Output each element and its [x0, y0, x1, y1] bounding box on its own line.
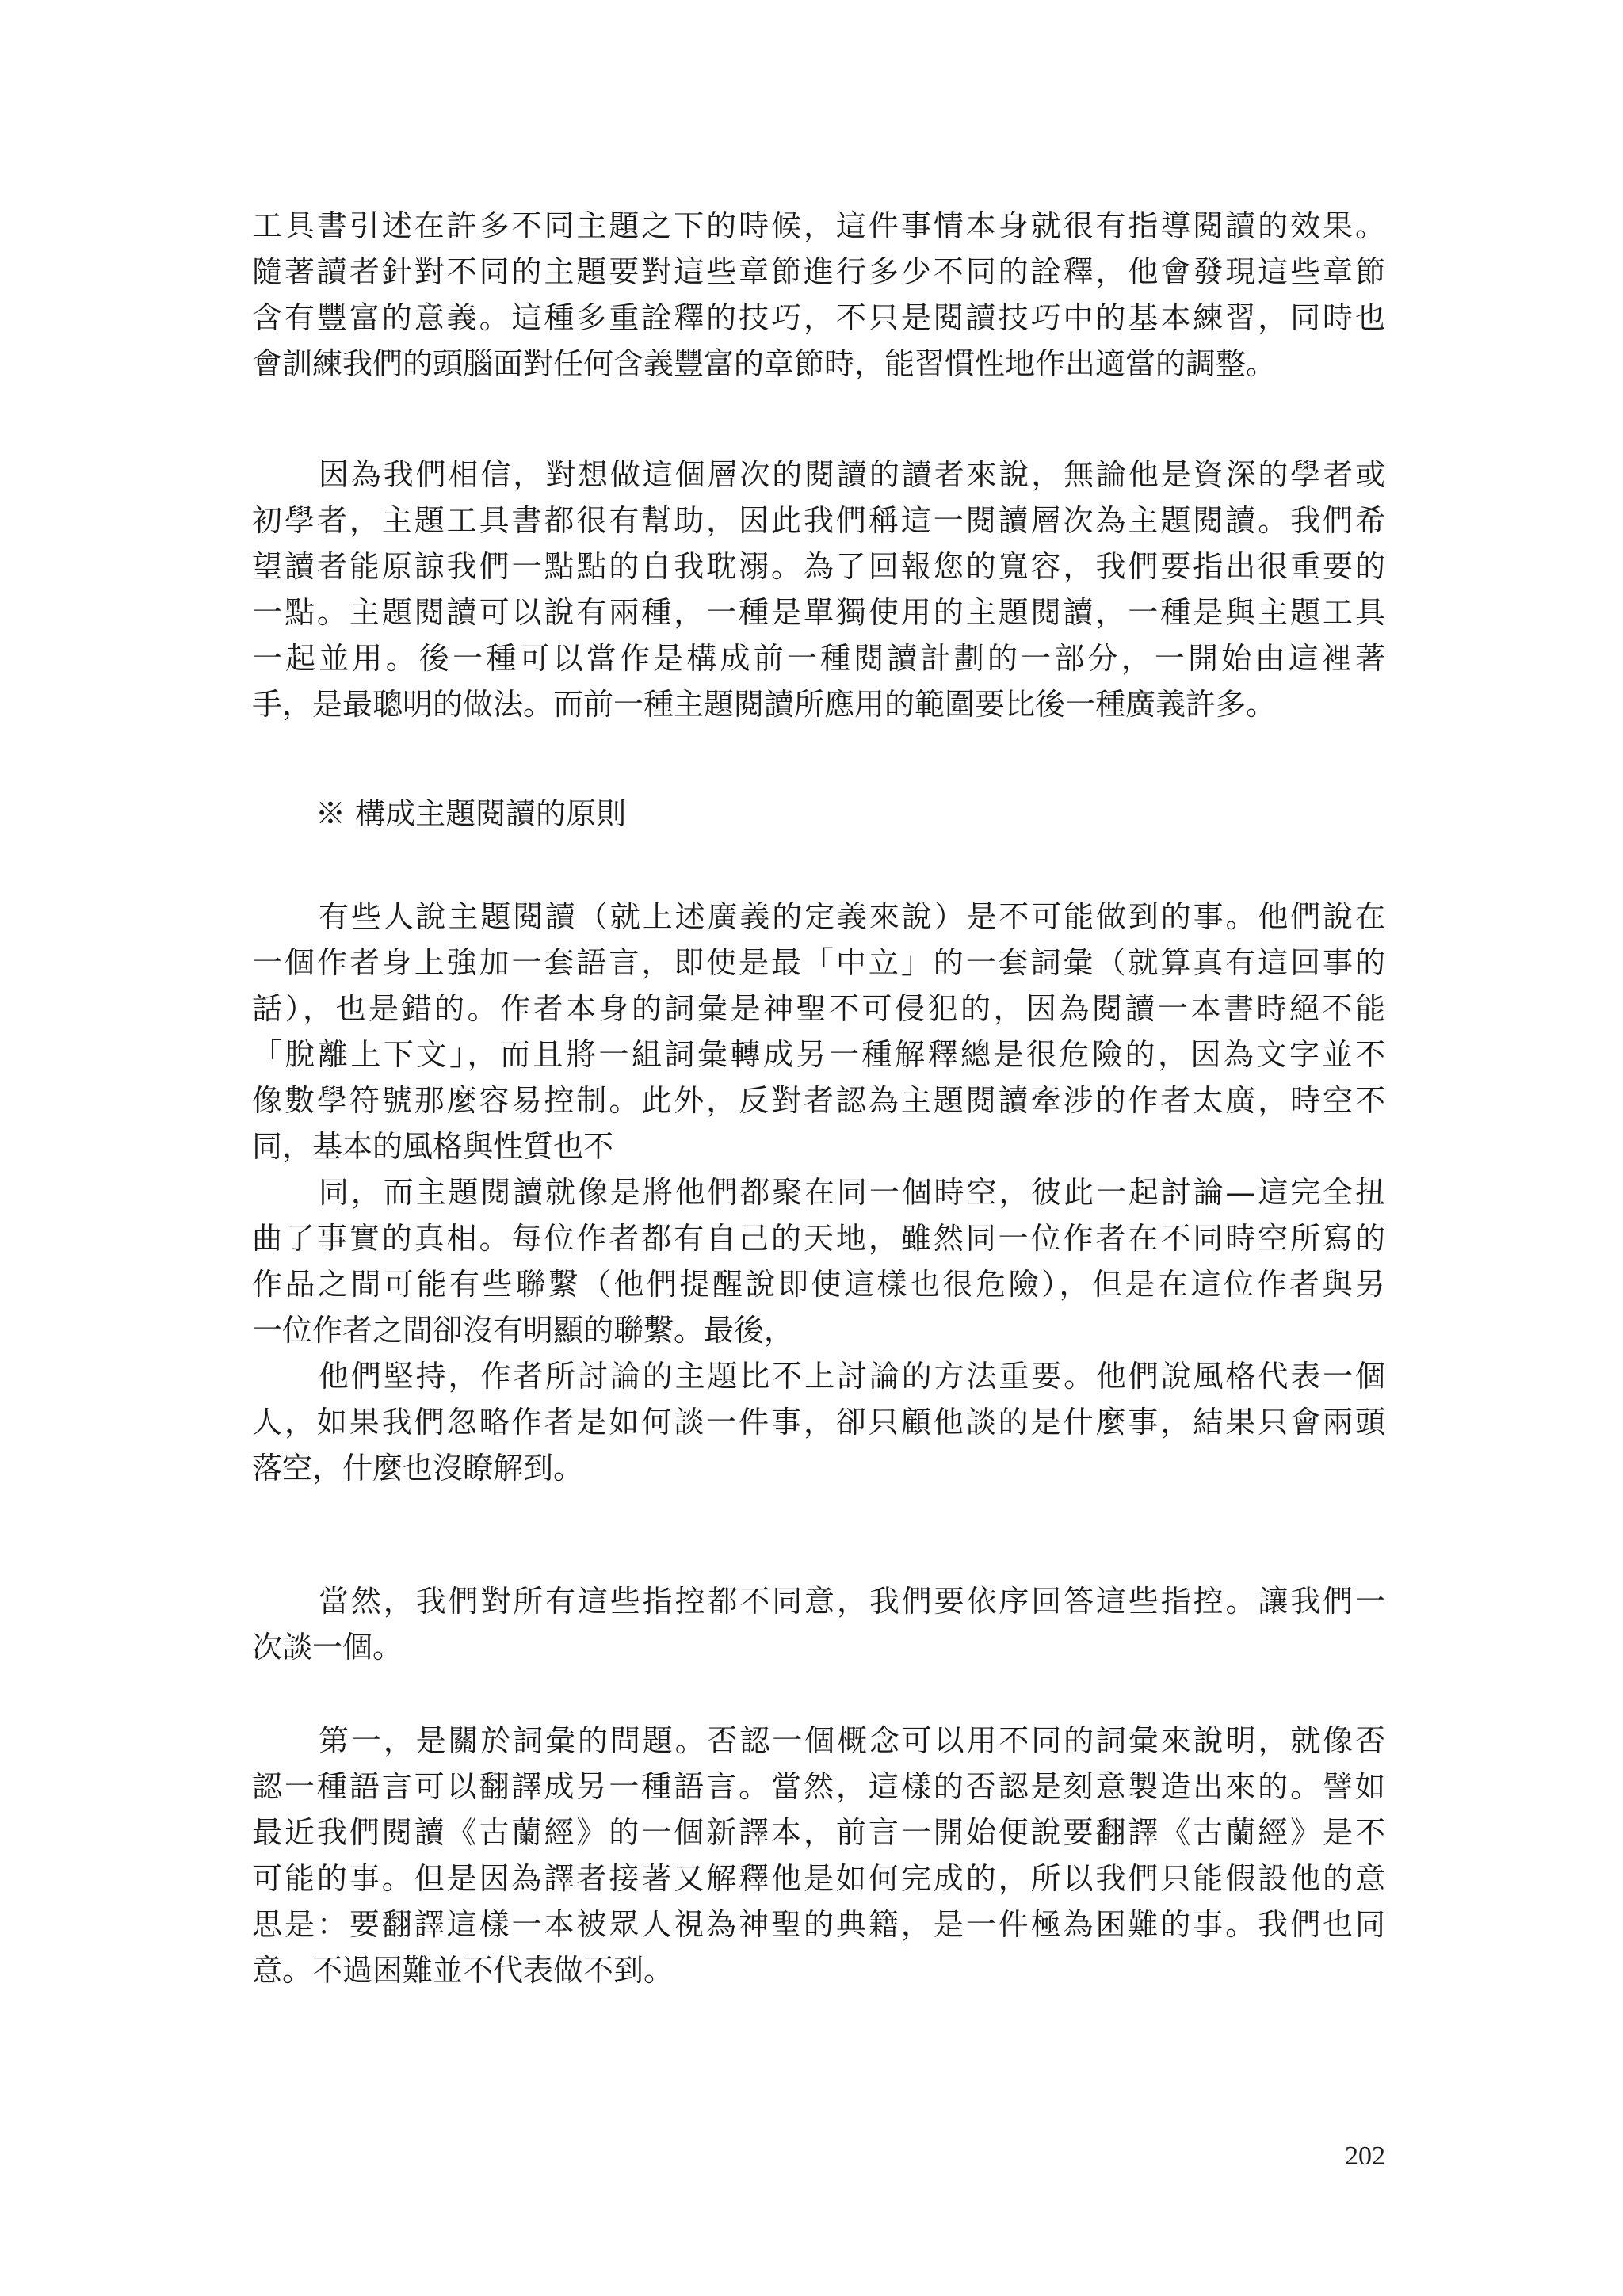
- text-line: 第一，是關於詞彙的問題。否認一個概念可以用不同的詞彙來說明，就像否: [319, 1723, 1385, 1758]
- paragraph-2: [252, 452, 1385, 727]
- paragraph-4: [252, 1169, 1385, 1353]
- text-line: 同，而主題閱讀就像是將他們都聚在同一個時空，彼此一起討論—這完全扭: [319, 1175, 1385, 1210]
- text-line: 曲了事實的真相。每位作者都有自己的天地，雖然同一位作者在不同時空所寫的: [252, 1221, 1385, 1256]
- text-line: 一位作者之間卻沒有明顯的聯繫。最後，: [252, 1313, 795, 1348]
- text-line: 含有豐富的意義。這種多重詮釋的技巧，不只是閱讀技巧中的基本練習，同時也: [252, 300, 1385, 335]
- text-line: 一起並用。後一種可以當作是構成前一種閱讀計劃的一部分，一開始由這裡著: [252, 641, 1385, 676]
- text-line: 會訓練我們的頭腦面對任何含義豐富的章節時，能習慣性地作出適當的調整。: [252, 346, 1277, 381]
- paragraph-6: [252, 1578, 1385, 1670]
- text-line: 次談一個。: [252, 1630, 403, 1665]
- text-line: 落空，什麼也沒瞭解到。: [252, 1451, 584, 1486]
- paragraph-5: [252, 1353, 1385, 1491]
- text-line: 同，基本的風格與性質也不: [252, 1129, 614, 1164]
- text-line: 思是：要翻譯這樣一本被眾人視為神聖的典籍，是一件極為困難的事。我們也同: [252, 1907, 1385, 1942]
- text-line: 一個作者身上強加一套語言，即使是最「中立」的一套詞彙（就算真有這回事的: [252, 945, 1385, 980]
- text-line: 一點。主題閱讀可以說有兩種，一種是單獨使用的主題閱讀，一種是與主題工具: [252, 595, 1385, 630]
- text-line: 「脫離上下文」，而且將一組詞彙轉成另一種解釋總是很危險的，因為文字並不: [252, 1037, 1385, 1072]
- text-line: 最近我們閱讀《古蘭經》的一個新譯本，前言一開始便說要翻譯《古蘭經》是不: [252, 1815, 1385, 1850]
- text-line: 認一種語言可以翻譯成另一種語言。當然，這樣的否認是刻意製造出來的。譬如: [252, 1769, 1385, 1804]
- text-line: 當然，我們對所有這些指控都不同意，我們要依序回答這些指控。讓我們一: [319, 1584, 1385, 1619]
- text-line: 工具書引述在許多不同主題之下的時候，這件事情本身就很有指導閱讀的效果。: [252, 208, 1385, 243]
- paragraph-1: [252, 203, 1385, 387]
- paragraph-3: [252, 894, 1385, 1169]
- text-line: 隨著讀者針對不同的主題要對這些章節進行多少不同的詮釋，他會發現這些章節: [252, 254, 1385, 289]
- text-line: 人，如果我們忽略作者是如何談一件事，卻只顧他談的是什麼事，結果只會兩頭: [252, 1405, 1385, 1440]
- text-line: 因為我們相信，對想做這個層次的閱讀的讀者來說，無論他是資深的學者或: [319, 457, 1385, 492]
- section-heading: ※ 構成主題閱讀的原則: [315, 796, 627, 831]
- text-line: 意。不過困難並不代表做不到。: [252, 1953, 674, 1988]
- text-line: 作品之間可能有些聯繫（他們提醒說即使這樣也很危險），但是在這位作者與另: [252, 1267, 1385, 1302]
- text-line: 可能的事。但是因為譯者接著又解釋他是如何完成的，所以我們只能假設他的意: [252, 1861, 1385, 1896]
- text-line: 望讀者能原諒我們一點點的自我耽溺。為了回報您的寬容，我們要指出很重要的: [252, 549, 1385, 584]
- page-number: 202: [1345, 2142, 1385, 2171]
- text-line: 他們堅持，作者所討論的主題比不上討論的方法重要。他們說風格代表一個: [319, 1359, 1385, 1394]
- text-line: 像數學符號那麼容易控制。此外，反對者認為主題閱讀牽涉的作者太廣，時空不: [252, 1083, 1385, 1118]
- paragraph-7: [252, 1718, 1385, 1993]
- text-line: 手，是最聰明的做法。而前一種主題閱讀所應用的範圍要比後一種廣義許多。: [252, 687, 1277, 722]
- text-line: 初學者，主題工具書都很有幫助，因此我們稱這一閱讀層次為主題閱讀。我們希: [252, 503, 1385, 538]
- text-line: 話），也是錯的。作者本身的詞彙是神聖不可侵犯的，因為閱讀一本書時絕不能: [252, 991, 1385, 1026]
- text-line: 有些人說主題閱讀（就上述廣義的定義來說）是不可能做到的事。他們說在: [319, 899, 1385, 934]
